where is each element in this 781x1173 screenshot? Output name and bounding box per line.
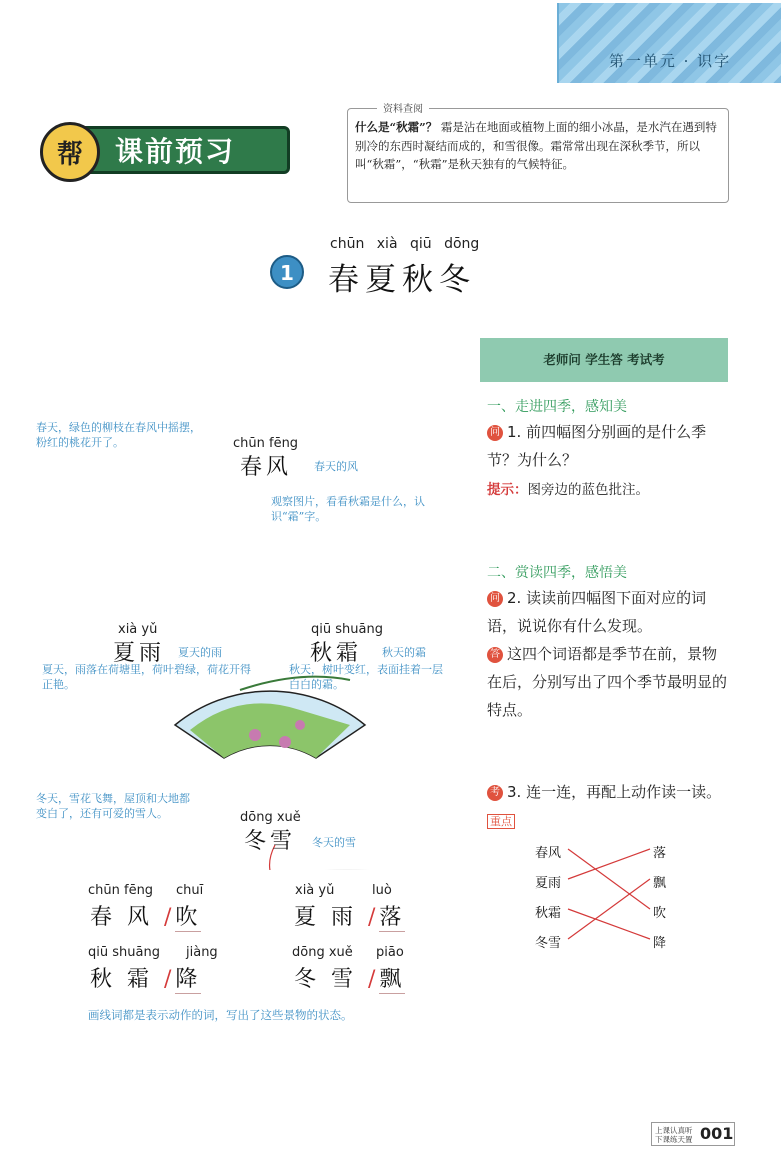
spring-note: 春天，绿色的柳枝在春风中摇摆，粉红的桃花开了。 (36, 421, 201, 449)
reference-answer: 霜是沾在地面或植物上面的细小冰晶，是水汽在遇到特别冷的东西时凝结而成的，和雪很像。霜常常出现在深秋季节，所以叫“秋霜”，“秋霜”是秋天独有的气候特征。 (355, 120, 717, 171)
hint-text: 图旁边的蓝色批注。 (527, 482, 649, 498)
reference-question: 什么是“秋霜”？ (355, 120, 438, 134)
autumn-note: 秋天，树叶变红，表面挂着一层白白的霜。 (289, 663, 443, 691)
match-left: 春风 (535, 846, 562, 861)
phrase-pinyin: xià yǔ (295, 883, 335, 898)
match-right: 吹 (653, 906, 667, 921)
exam-icon: 考 (487, 785, 503, 801)
phrase-pinyin: dōng xuě (292, 945, 353, 960)
phrase-verb-pinyin: chuī (176, 883, 204, 898)
match-line (568, 879, 650, 939)
autumn-pinyin: qiū shuāng (311, 622, 383, 637)
section-2-title: 二、赏读四季，感悟美 (487, 565, 627, 581)
match-line (568, 909, 650, 939)
phrase-verb: 落 (379, 905, 406, 930)
footer-slogan: 上课认真听 下课练天置 (655, 1126, 693, 1144)
winter-pinyin: dōng xuě (240, 810, 301, 825)
winter-word: 冬雪 (244, 829, 297, 854)
phrase-word: 春 风 /吹 (90, 905, 202, 930)
unit-banner (557, 3, 781, 83)
answer-2: 答 这四个词语都是季节在前，景物在后，分别写出了四个季节最明显的特点。 (487, 645, 728, 719)
match-left: 秋霜 (535, 906, 562, 921)
spring-gloss: 春天的风 (314, 460, 358, 473)
phrase-verb: 降 (175, 967, 202, 992)
summer-pinyin: xià yǔ (118, 622, 158, 637)
lesson-number: 1 (270, 255, 304, 289)
match-right: 飘 (653, 876, 667, 891)
phrases-note: 画线词都是表示动作的词，写出了这些景物的状态。 (88, 1008, 353, 1022)
summer-word: 夏雨 (113, 641, 166, 666)
autumn-callout: 观察图片，看看秋霜是什么，认识“霜”字。 (271, 495, 425, 523)
spring-word: 春风 (240, 455, 293, 480)
reference-label: 资料查阅 (377, 100, 429, 115)
lesson-title: 春夏秋冬 (328, 262, 476, 298)
match-right: 降 (653, 936, 667, 951)
phrase-verb-pinyin: luò (372, 883, 392, 898)
phrase-word: 冬 雪 /飘 (294, 967, 406, 992)
autumn-word: 秋霜 (310, 641, 363, 666)
unit-label: 第一单元 · 识字 (608, 52, 732, 70)
match-line (568, 849, 650, 909)
season-illustrations (0, 330, 480, 870)
summer-note: 夏天，雨落在荷塘里，荷叶碧绿，荷花开得正艳。 (42, 663, 251, 691)
badge-char: 帮 (56, 140, 83, 170)
reference-text (355, 118, 723, 174)
match-line (568, 849, 650, 879)
match-left: 冬雪 (535, 936, 562, 951)
hint-label: 提示： (487, 482, 528, 498)
winter-note: 冬天，雪花飞舞，屋顶和大地都变白了，还有可爱的雪人。 (36, 792, 190, 820)
phrase-pinyin: chūn fēng (88, 883, 154, 898)
qa-header-text: 老师问 学生答 考试考 (543, 352, 665, 367)
answer-icon: 答 (487, 647, 503, 663)
autumn-gloss: 秋天的霜 (382, 646, 426, 659)
phrase-word: 夏 雨 /落 (294, 905, 406, 930)
question-icon: 问 (487, 591, 503, 607)
section-title: 课前预习 (115, 135, 236, 168)
phrase-verb: 飘 (379, 967, 406, 992)
phrase-pinyin: qiū shuāng (88, 945, 160, 960)
winter-gloss: 冬天的雪 (312, 836, 356, 849)
matching-lines (560, 840, 660, 950)
title-pinyin: chūn xià qiū dōng (330, 236, 480, 252)
match-left: 夏雨 (535, 876, 562, 891)
key-point-badge: 重点 (487, 814, 515, 829)
autumn-fan-image (257, 869, 450, 870)
hint (487, 476, 649, 504)
question-2: 问 2. 读读前四幅图下面对应的词语，说说你有什么发现。 (487, 589, 707, 635)
question-1: 问 1. 前四幅图分别画的是什么季节？为什么？ (487, 423, 707, 469)
phrase-word: 秋 霜 /降 (90, 967, 202, 992)
question-icon: 问 (487, 425, 503, 441)
phrase-verb-pinyin: piāo (376, 945, 404, 960)
summer-gloss: 夏天的雨 (178, 646, 222, 659)
phrase-verb: 吹 (175, 905, 202, 930)
section-1-title: 一、走进四季，感知美 (487, 399, 627, 415)
spring-pinyin: chūn fēng (233, 436, 299, 451)
question-3: 考 3. 连一连，再配上动作读一读。 重点 (487, 778, 727, 836)
phrase-verb-pinyin: jiàng (186, 945, 218, 960)
page-number: 001 (700, 1124, 734, 1143)
match-right: 落 (653, 846, 667, 861)
